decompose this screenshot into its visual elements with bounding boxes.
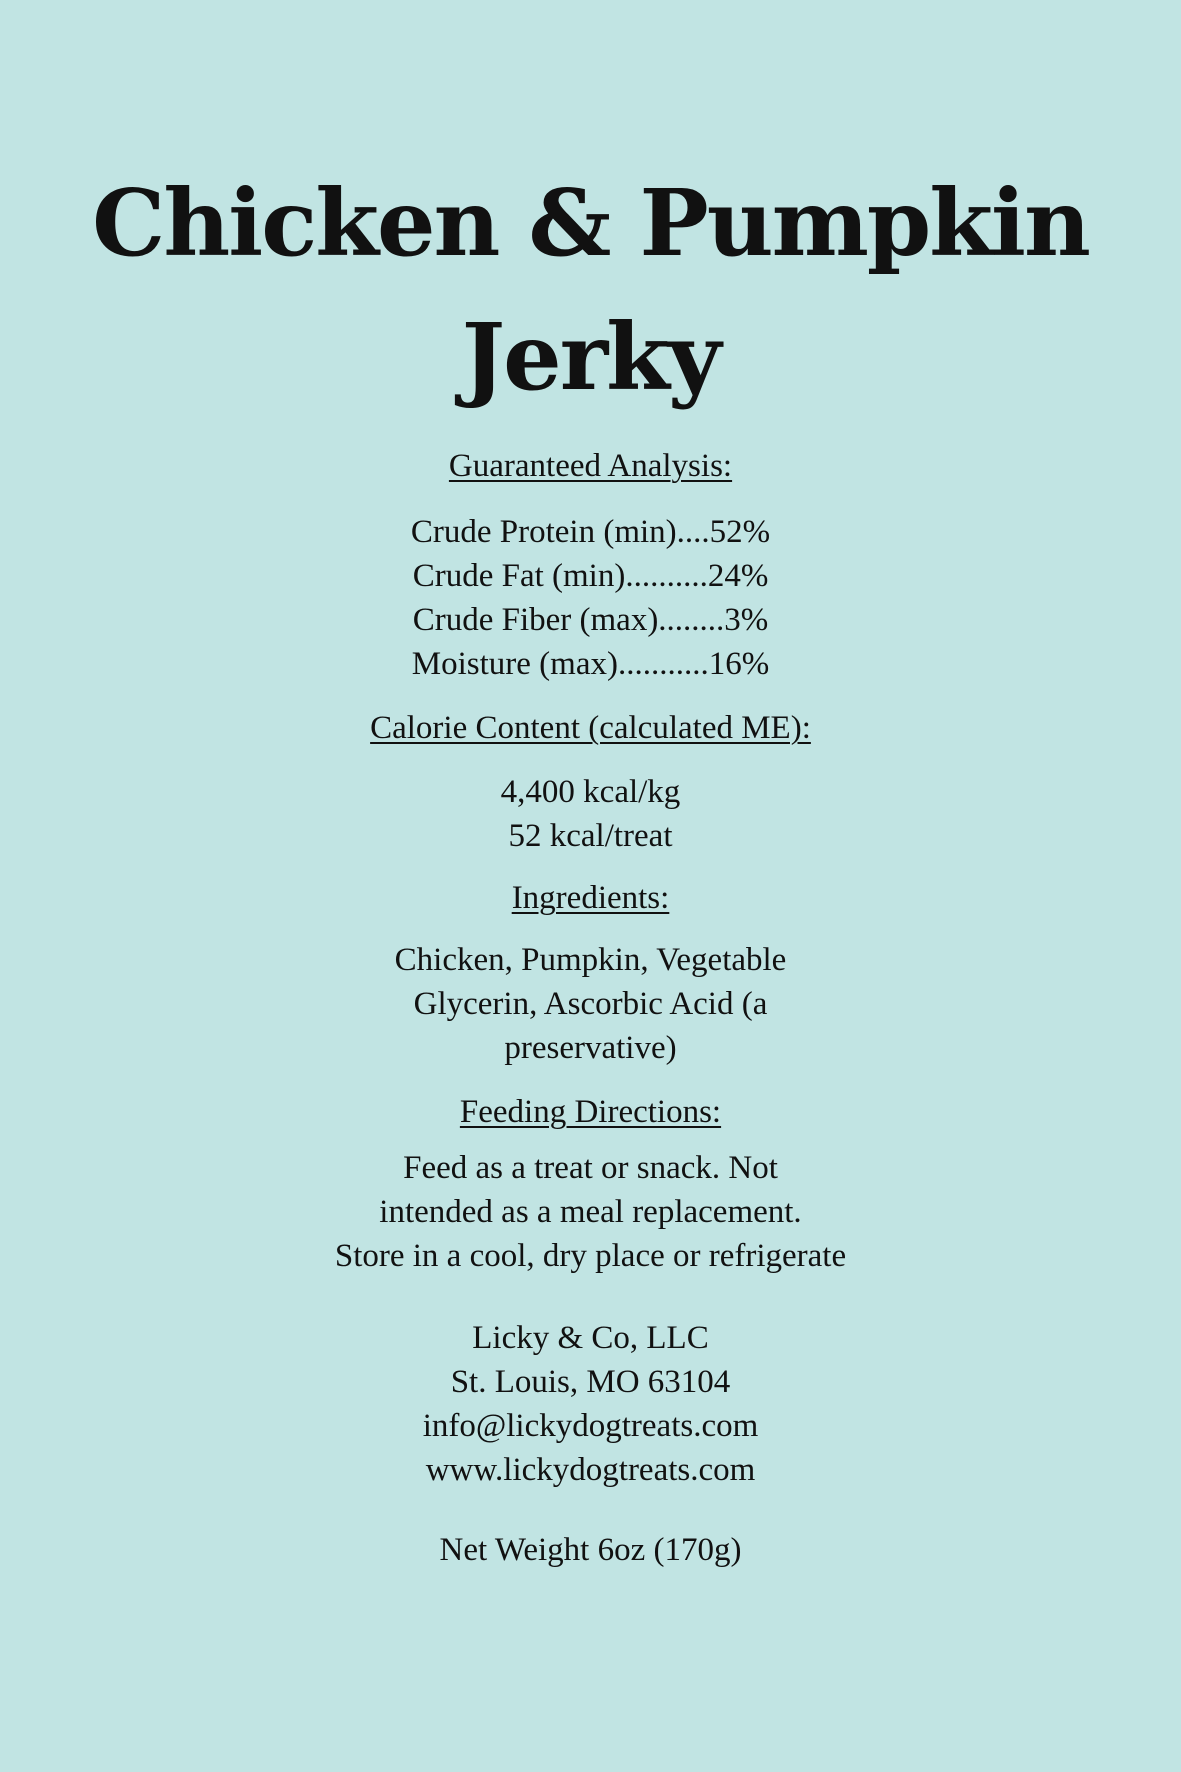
feeding-directions-heading: Feeding Directions:: [459, 1094, 722, 1130]
ingredients-text: [0, 938, 1181, 1070]
analysis-line-crude-protein: Crude Protein (min)....52%: [410, 514, 771, 550]
product-title: [0, 156, 1181, 424]
company-address: St. Louis, MO 63104: [450, 1364, 731, 1400]
feeding-directions-text: [0, 1146, 1181, 1278]
guaranteed-analysis-list: [0, 510, 1181, 686]
ingredients-heading: Ingredients:: [511, 880, 670, 916]
calorie-line-per-treat: 52 kcal/treat: [508, 818, 673, 854]
analysis-line-moisture: Moisture (max)...........16%: [411, 646, 770, 682]
company-name: Licky & Co, LLC: [472, 1320, 709, 1356]
title-line: Jerky: [461, 303, 720, 411]
analysis-line-crude-fiber: Crude Fiber (max)........3%: [412, 602, 769, 638]
net-weight: Net Weight 6oz (170g): [439, 1532, 742, 1568]
company-website: www.lickydogtreats.com: [425, 1452, 756, 1488]
ingredients-line: Chicken, Pumpkin, Vegetable: [394, 942, 787, 978]
calorie-content-heading: Calorie Content (calculated ME):: [370, 710, 811, 746]
feeding-line: Store in a cool, dry place or refrigerate: [334, 1238, 847, 1274]
calorie-content-list: [0, 770, 1181, 858]
analysis-line-crude-fat: Crude Fat (min)..........24%: [412, 558, 769, 594]
calorie-line-per-kg: 4,400 kcal/kg: [500, 774, 681, 810]
ingredients-line: preservative): [504, 1030, 677, 1066]
feeding-line: Feed as a treat or snack. Not: [403, 1150, 778, 1186]
ingredients-line: Glycerin, Ascorbic Acid (a: [413, 986, 768, 1022]
guaranteed-analysis-heading: Guaranteed Analysis:: [448, 448, 733, 484]
company-email: info@lickydogtreats.com: [422, 1408, 759, 1444]
feeding-line: intended as a meal replacement.: [379, 1194, 802, 1230]
label-body: [0, 444, 1181, 1572]
title-line: Chicken & Pumpkin: [92, 169, 1089, 277]
company-info: [0, 1316, 1181, 1492]
